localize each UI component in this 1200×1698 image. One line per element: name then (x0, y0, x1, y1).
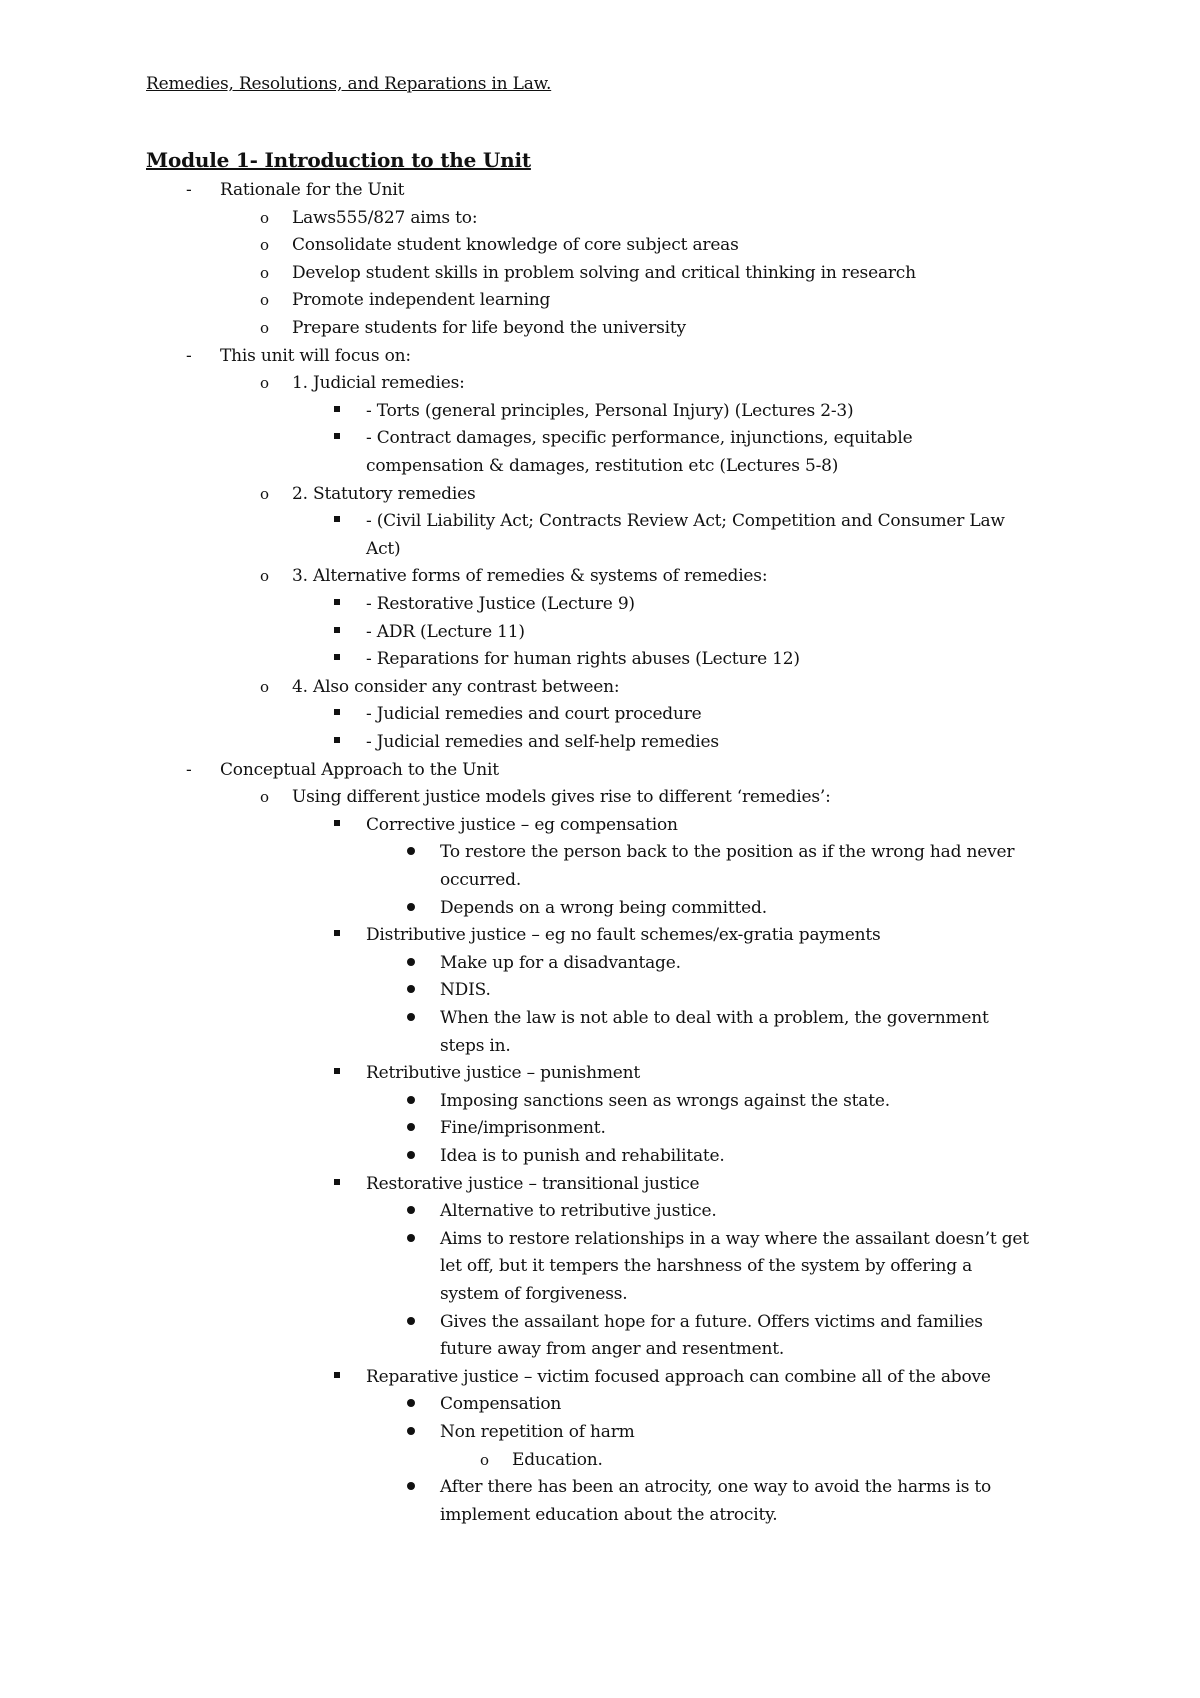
square-bullet-icon (334, 728, 340, 756)
dash-bullet-icon: - (186, 759, 192, 780)
dash-bullet-icon: - (186, 345, 192, 366)
list-item-text: Reparative justice – victim focused approach can combine all of the above (366, 1366, 991, 1387)
list-item-text: NDIS. (440, 980, 491, 1001)
circle-bullet-icon: o (260, 291, 270, 310)
document-title: Remedies, Resolutions, and Reparations in Law. (146, 74, 552, 94)
list-item-text: Imposing sanctions seen as wrongs against the state. (440, 1090, 890, 1111)
circle-bullet-icon: o (260, 677, 270, 696)
circle-bullet-icon: o (260, 374, 270, 393)
dash-bullet-icon: - (186, 180, 192, 200)
square-bullet-icon (334, 645, 340, 673)
square-bullet-icon (334, 424, 340, 452)
list-item-text: To restore the person back to the position as if the wrong had never (440, 842, 1015, 863)
dot-bullet-icon (407, 1225, 415, 1253)
list-item-text: - (Civil Liability Act; Contracts Review Act; Competition and Consumer Law (366, 511, 1005, 532)
square-bullet-icon (334, 921, 340, 949)
dot-bullet-icon (407, 1004, 415, 1032)
list-item-text: - Restorative Justice (Lecture 9) (366, 594, 635, 614)
dot-bullet-icon (407, 1114, 415, 1142)
list-item-text: Promote independent learning (292, 290, 551, 311)
list-item-text: - Judicial remedies and court procedure (366, 704, 702, 725)
square-bullet-icon (334, 1059, 340, 1087)
square-bullet-icon (334, 397, 340, 425)
list-item-text: Rationale for the Unit (220, 180, 405, 200)
list-item-text: Prepare students for life beyond the university (292, 318, 686, 338)
dot-bullet-icon (407, 976, 415, 1004)
list-item-text: Depends on a wrong being committed. (440, 897, 767, 918)
list-item-text: let off, but it tempers the harshness of the system by offering a (440, 1256, 973, 1277)
list-item-text: This unit will focus on: (220, 345, 411, 366)
list-item-text: Develop student skills in problem solving and critical thinking in research (292, 262, 916, 283)
list-item-text: Conceptual Approach to the Unit (220, 759, 499, 780)
square-bullet-icon (334, 1170, 340, 1198)
square-bullet-icon (334, 618, 340, 646)
list-item-text: Aims to restore relationships in a way where the assailant doesn’t get (440, 1228, 1029, 1249)
dot-bullet-icon (407, 1473, 415, 1501)
list-item-text: Fine/imprisonment. (440, 1118, 606, 1139)
list-item-text: Alternative to retributive justice. (440, 1201, 717, 1222)
list-item-text: future away from anger and resentment. (440, 1339, 785, 1360)
dot-bullet-icon (407, 1087, 415, 1115)
circle-bullet-icon: o (260, 236, 270, 255)
square-bullet-icon (334, 1363, 340, 1391)
list-item-text: Consolidate student knowledge of core subject areas (292, 235, 739, 256)
list-item-text: 3. Alternative forms of remedies & systems of remedies: (292, 566, 768, 587)
list-item-text: Non repetition of harm (440, 1422, 635, 1442)
dot-bullet-icon (407, 838, 415, 866)
list-item-text: Education. (512, 1449, 603, 1470)
circle-bullet-icon: o (260, 788, 270, 807)
dot-bullet-icon (407, 894, 415, 922)
list-item-text: - Torts (general principles, Personal Injury) (Lectures 2-3) (366, 400, 854, 421)
list-item-text: - Contract damages, specific performance, injunctions, equitable (366, 428, 913, 449)
dot-bullet-icon (407, 949, 415, 977)
list-item-text: Laws555/827 aims to: (292, 207, 478, 228)
module-heading: Module 1- Introduction to the Unit (146, 148, 531, 172)
dot-bullet-icon (407, 1308, 415, 1336)
circle-bullet-icon: o (260, 319, 270, 337)
dot-bullet-icon (407, 1197, 415, 1225)
dot-bullet-icon (407, 1142, 415, 1170)
square-bullet-icon (334, 507, 340, 535)
list-item-text: compensation & damages, restitution etc (Lectures 5-8) (366, 456, 839, 476)
circle-bullet-icon: o (260, 484, 270, 503)
list-item-text: system of forgiveness. (440, 1284, 628, 1304)
list-item-text: Compensation (440, 1394, 562, 1415)
list-item-text: Make up for a disadvantage. (440, 952, 681, 973)
dot-bullet-icon (407, 1418, 415, 1446)
circle-bullet-icon: o (260, 263, 270, 282)
list-item-text: steps in. (440, 1035, 511, 1056)
square-bullet-icon (334, 700, 340, 728)
list-item-text: Act) (366, 538, 401, 559)
list-item-text: occurred. (440, 870, 522, 890)
list-item-text: After there has been an atrocity, one way to avoid the harms is to (440, 1477, 992, 1498)
list-item-text: implement education about the atrocity. (440, 1504, 778, 1525)
list-item-text: Gives the assailant hope for a future. Offers victims and families (440, 1311, 983, 1332)
circle-bullet-icon: o (260, 567, 270, 586)
square-bullet-icon (334, 590, 340, 618)
list-item-text: Restorative justice – transitional justice (366, 1173, 700, 1194)
list-item-text: Using different justice models gives rise to different ‘remedies’: (292, 787, 831, 808)
list-item-text: 2. Statutory remedies (292, 483, 476, 504)
list-item-text: 1. Judicial remedies: (292, 373, 465, 394)
list-item-text: - Reparations for human rights abuses (Lecture 12) (366, 649, 800, 670)
list-item-text: Distributive justice – eg no fault schemes/ex-gratia payments (366, 925, 881, 946)
circle-bullet-icon: o (480, 1450, 490, 1469)
square-bullet-icon (334, 811, 340, 839)
dot-bullet-icon (407, 1390, 415, 1418)
list-item-text: Corrective justice – eg compensation (366, 814, 678, 835)
list-item-text: Retributive justice – punishment (366, 1063, 640, 1084)
circle-bullet-icon: o (260, 208, 270, 227)
list-item-text: - Judicial remedies and self-help remedies (366, 732, 719, 752)
list-item-text: Idea is to punish and rehabilitate. (440, 1146, 725, 1166)
list-item-text: When the law is not able to deal with a problem, the government (440, 1008, 989, 1028)
list-item-text: 4. Also consider any contrast between: (292, 676, 620, 697)
list-item-text: - ADR (Lecture 11) (366, 621, 525, 642)
